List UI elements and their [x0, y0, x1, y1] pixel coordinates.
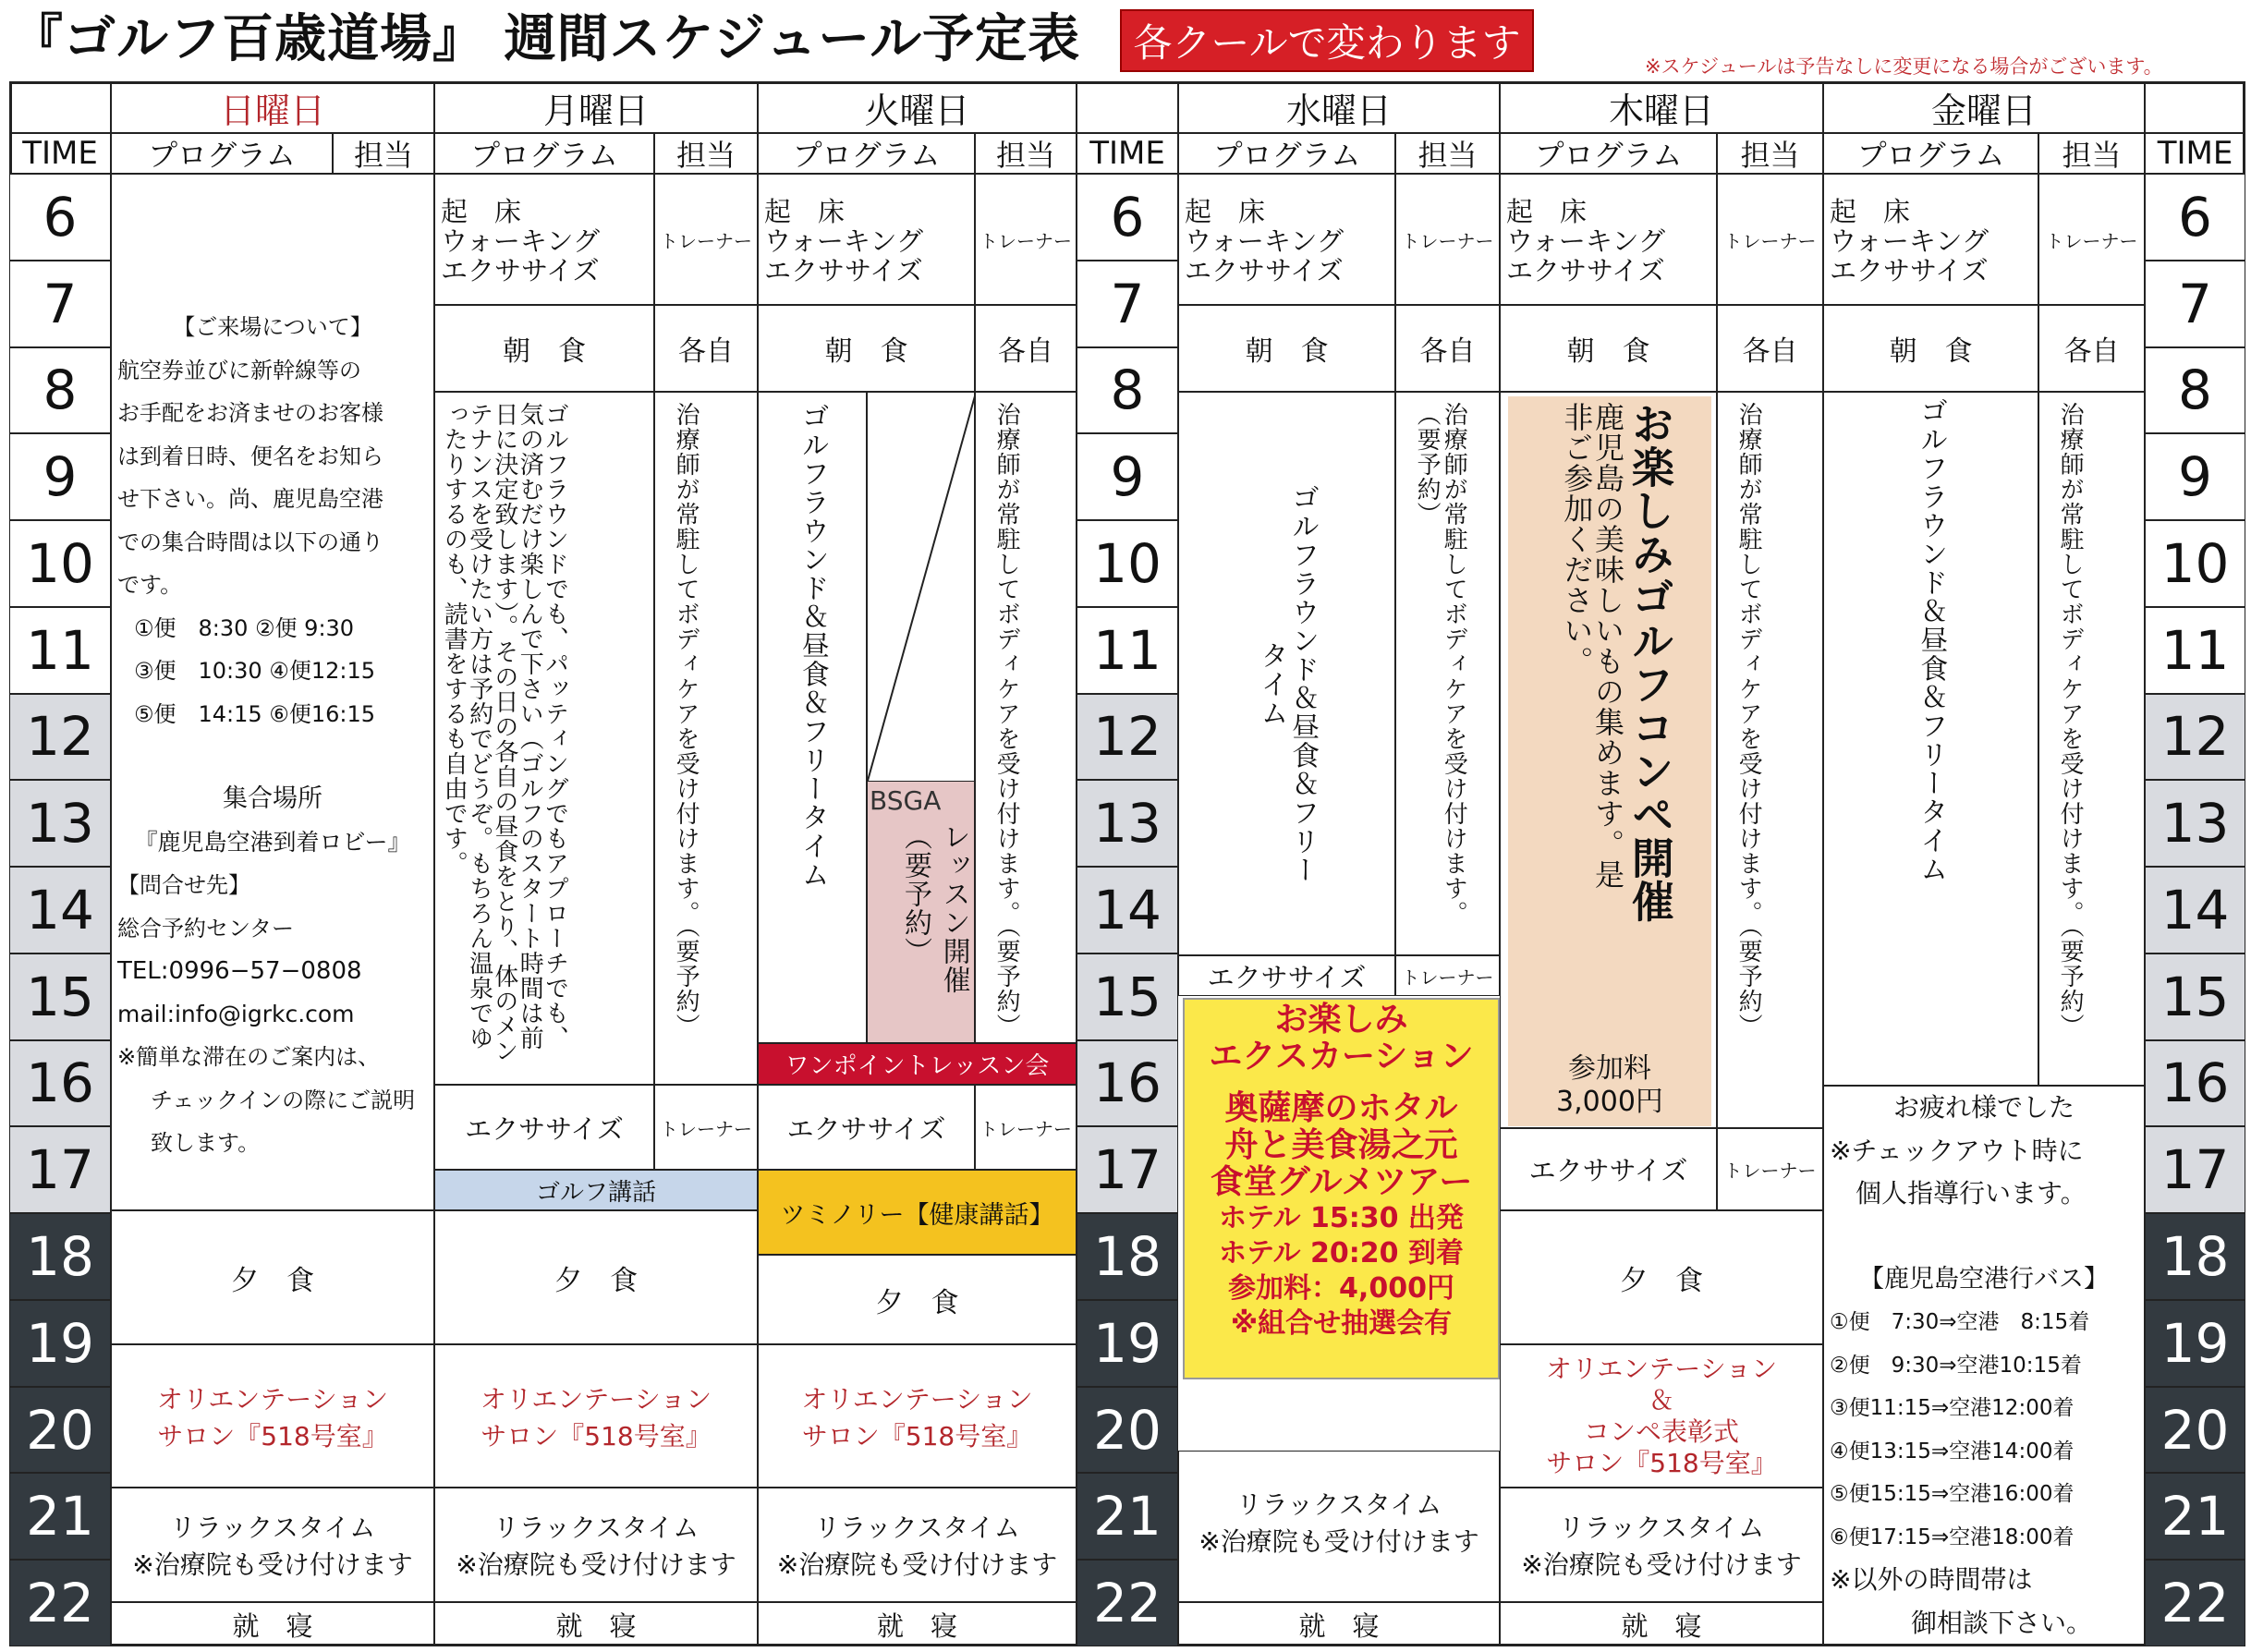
lottery-note: ※組合せ抽選会有 [1230, 1307, 1453, 1340]
hour-label-right: 14 [2145, 867, 2245, 954]
compe-fee: 3,000円 [1556, 1086, 1663, 1118]
bsga-lesson: レッスン開催 [937, 822, 970, 994]
wakeup-label: 起 床 [1506, 196, 1588, 227]
wednesday-exercise-trainer: トレーナー [1395, 955, 1500, 996]
hour-label-left: 21 [9, 1473, 111, 1560]
friday-therapy [2038, 392, 2145, 1086]
exercise-label: エクササイズ [441, 255, 600, 286]
hour-label-mid: 18 [1077, 1213, 1178, 1300]
hour-label-left: 14 [9, 867, 111, 954]
staff-header-thu: 担当 [1717, 133, 1823, 174]
wednesday-relax [1178, 1451, 1500, 1602]
hour-label-mid: 19 [1077, 1300, 1178, 1387]
monday-exercise-trainer: トレーナー [654, 1085, 758, 1170]
guide-note: 致します。 [151, 1130, 261, 1156]
sunday-flight: ⑤便 14:15 ⑥便16:15 [134, 700, 375, 727]
sunday-flight: ①便 8:30 ②便 9:30 [134, 614, 355, 641]
orientation-label: オリエンテーション [156, 1383, 389, 1415]
diagonal-divider [868, 393, 975, 781]
relax-label: リラックスタイム [169, 1512, 376, 1543]
hour-label-right: 21 [2145, 1473, 2245, 1560]
checkout-note: ※チェックアウト時に [1830, 1135, 2084, 1166]
hour-label-left: 8 [9, 347, 111, 434]
walking-label: ウォーキング [441, 225, 600, 257]
guide-note: チェックインの際にご説明 [151, 1087, 416, 1113]
compe-fee-label: 参加料 [1568, 1052, 1651, 1085]
compe-box [1508, 396, 1711, 1126]
sunday-info-line: での集合時間は以下の通り [117, 528, 383, 555]
ampersand: ＆ [1648, 1384, 1674, 1415]
friday-golf-block [1823, 392, 2038, 1086]
relax-label: リラックスタイム [814, 1512, 1020, 1543]
program-header-sun: プログラム [111, 133, 333, 174]
friday-breakfast-staff: 各自 [2038, 305, 2145, 392]
friday-golf-text: ゴルフラウンド＆昼食＆フリータイム [1915, 396, 1948, 883]
tuesday-therapy [975, 392, 1077, 1043]
monday-orientation [434, 1344, 758, 1488]
hour-label-right: 7 [2145, 261, 2245, 347]
tuesday-golf-text: ゴルフラウンド＆昼食＆フリータイム [796, 402, 829, 889]
health-lecture: ツミノリー【健康講話】 [758, 1170, 1077, 1255]
thursday-trainer: トレーナー [1717, 174, 1823, 305]
other-time-note: ※以外の時間帯は [1830, 1564, 2033, 1595]
orientation-label: オリエンテーション [480, 1383, 712, 1415]
checkout-note: 個人指導行います。 [1856, 1178, 2087, 1209]
wednesday-trainer: トレーナー [1395, 174, 1500, 305]
monday-bedtime: 就 寝 [434, 1602, 758, 1646]
wakeup-label: 起 床 [764, 196, 846, 227]
monday-wakeup [434, 174, 654, 305]
bus-title: 【鹿児島空港行バス】 [1859, 1264, 2109, 1294]
sunday-info-line: 航空券並びに新幹線等の [117, 357, 361, 383]
hour-label-mid: 21 [1077, 1473, 1178, 1560]
hour-label-right: 16 [2145, 1040, 2245, 1127]
hour-label-right: 8 [2145, 347, 2245, 434]
hour-label-right: 15 [2145, 954, 2245, 1040]
contact-title: 【問合せ先】 [117, 872, 250, 898]
orientation-label: オリエンテーション [801, 1383, 1033, 1415]
wednesday-wakeup [1178, 174, 1395, 305]
other-time-note: 御相談下さい。 [1911, 1607, 2093, 1638]
program-header-thu: プログラム [1500, 133, 1717, 174]
sunday-info-line: お手配をお済ませのお客様 [117, 400, 383, 426]
program-header-fri: プログラム [1823, 133, 2038, 174]
tuesday-wakeup [758, 174, 975, 305]
meeting-place-title: 集合場所 [223, 784, 322, 813]
sunday-relax [111, 1488, 434, 1602]
hour-label-right: 19 [2145, 1300, 2245, 1387]
bus-row: ⑤便15:15⇒空港16:00着 [1830, 1482, 2075, 1506]
hour-label-right: 10 [2145, 520, 2245, 607]
hour-label-right: 22 [2145, 1560, 2245, 1646]
wednesday-breakfast: 朝 食 [1178, 305, 1395, 392]
therapy-text: 治療師が常駐してボディケアを受け付けます。（要予約） [1413, 402, 1468, 926]
time-header-right: TIME [2145, 133, 2245, 174]
bus-row: ④便13:15⇒空港14:00着 [1830, 1439, 2075, 1464]
hour-label-mid: 13 [1077, 780, 1178, 867]
time-header-mid: TIME [1077, 133, 1178, 174]
wakeup-label: 起 床 [1830, 196, 1911, 227]
golf-lecture: ゴルフ講話 [434, 1170, 758, 1210]
tuesday-breakfast-staff: 各自 [975, 305, 1077, 392]
hour-label-right: 6 [2145, 174, 2245, 261]
relax-label: リラックスタイム [1235, 1489, 1442, 1520]
tuesday-dinner: 夕 食 [758, 1255, 1077, 1344]
therapy-text: 治療師が常駐してボディケアを受け付けます。（要予約） [2056, 402, 2085, 1039]
orientation-room: サロン『518号室』 [157, 1420, 388, 1452]
bsga-reserve [871, 822, 931, 966]
friday-breakfast: 朝 食 [1823, 305, 2038, 392]
day-thursday: 木曜日 [1500, 81, 1823, 133]
exercise-label: エクササイズ [1185, 255, 1344, 286]
hour-label-mid: 10 [1077, 520, 1178, 607]
program-header-wed: プログラム [1178, 133, 1395, 174]
orientation-room: サロン『518号室』 [801, 1420, 1033, 1452]
day-header-blank-right [2145, 81, 2245, 133]
thursday-breakfast: 朝 食 [1500, 305, 1717, 392]
walking-label: ウォーキング [1830, 225, 1989, 257]
tuesday-golf-block [758, 392, 867, 1043]
sunday-info-block [111, 174, 434, 1210]
hour-label-left: 6 [9, 174, 111, 261]
sunday-dinner: 夕 食 [111, 1210, 434, 1344]
relax-label: リラックスタイム [493, 1512, 700, 1543]
day-sunday: 日曜日 [111, 81, 434, 133]
hour-label-mid: 20 [1077, 1387, 1178, 1474]
program-header-tue: プログラム [758, 133, 975, 174]
hour-label-left: 22 [9, 1560, 111, 1646]
monday-breakfast: 朝 食 [434, 305, 654, 392]
hour-label-mid: 7 [1077, 261, 1178, 347]
hour-label-right: 9 [2145, 433, 2245, 520]
contact-mail[interactable]: mail:info@igrkc.com [117, 1000, 355, 1027]
hour-label-right: 17 [2145, 1126, 2245, 1213]
compe-ceremony [1500, 1344, 1823, 1488]
orientation-room: サロン『518号室』 [1546, 1447, 1777, 1478]
hour-label-left: 20 [9, 1387, 111, 1474]
sunday-orientation [111, 1344, 434, 1488]
relax-note: ※治療院も受け付けます [1199, 1526, 1479, 1557]
excursion-title: お楽しみ [1274, 1001, 1408, 1039]
wakeup-label: 起 床 [1185, 196, 1266, 227]
staff-header-sun: 担当 [333, 133, 434, 174]
excursion-fee: 参加料：4,000円 [1228, 1272, 1454, 1305]
tour-line: 舟と美食湯之元 [1224, 1126, 1458, 1164]
tuesday-exercise: エクササイズ [758, 1085, 975, 1170]
hour-label-mid: 17 [1077, 1126, 1178, 1213]
monday-free-text: ゴルフラウンドでも、パッティングでもアプローチでも、気の済むだけ楽しんで下さい（ゴルフのスタート時間は前日に決定致します）。その日の各自の昼食をとり、体のメンテナンスを受けたい方は予約でどうぞ。もちろん温泉でゆったりするのも、読書をするも自由です。 [440, 402, 569, 1063]
hour-label-right: 12 [2145, 694, 2245, 781]
staff-header-mon: 担当 [654, 133, 758, 174]
staff-header-tue: 担当 [975, 133, 1077, 174]
staff-header-fri: 担当 [2038, 133, 2145, 174]
monday-trainer: トレーナー [654, 174, 758, 305]
tuesday-breakfast: 朝 食 [758, 305, 975, 392]
contact-center: 総合予約センター [117, 915, 295, 941]
therapy-text: 治療師が常駐してボディケアを受け付けます。（要予約） [672, 402, 700, 1039]
monday-therapy [654, 392, 758, 1085]
cool-badge: 各クールで変わります [1120, 9, 1534, 72]
orientation-room: サロン『518号室』 [481, 1420, 712, 1452]
depart-time: ホテル 15:30 出発 [1219, 1202, 1464, 1234]
relax-note: ※治療院も受け付けます [1521, 1549, 1802, 1580]
hour-label-mid: 15 [1077, 954, 1178, 1040]
staff-header-wed: 担当 [1395, 133, 1500, 174]
bus-row: ②便 9:30⇒空港10:15着 [1830, 1353, 2082, 1378]
ceremony-label: コンペ表彰式 [1583, 1415, 1739, 1447]
excursion-box [1183, 998, 1500, 1379]
day-monday: 月曜日 [434, 81, 758, 133]
tuesday-bedtime: 就 寝 [758, 1602, 1077, 1646]
hour-label-right: 18 [2145, 1213, 2245, 1300]
tuesday-exercise-trainer: トレーナー [975, 1085, 1077, 1170]
friday-trainer: トレーナー [2038, 174, 2145, 305]
hour-label-mid: 14 [1077, 867, 1178, 954]
exercise-label: エクササイズ [1506, 255, 1665, 286]
hour-label-left: 11 [9, 607, 111, 694]
tour-line: 奥薩摩のホタル [1224, 1089, 1458, 1127]
exercise-label: エクササイズ [1830, 255, 1989, 286]
thursday-relax [1500, 1488, 1823, 1602]
time-header-left: TIME [9, 133, 111, 174]
wednesday-exercise: エクササイズ [1178, 955, 1395, 996]
thursday-dinner: 夕 食 [1500, 1210, 1823, 1344]
relax-note: ※治療院も受け付けます [132, 1549, 413, 1580]
hour-label-mid: 11 [1077, 607, 1178, 694]
hour-label-left: 19 [9, 1300, 111, 1387]
walking-label: ウォーキング [764, 225, 923, 257]
thursday-bedtime: 就 寝 [1500, 1602, 1823, 1646]
monday-relax [434, 1488, 758, 1602]
relax-note: ※治療院も受け付けます [776, 1549, 1058, 1580]
meeting-place: 『鹿児島空港到着ロビー』 [134, 828, 411, 856]
sunday-bedtime: 就 寝 [111, 1602, 434, 1646]
onepoint-lesson: ワンポイントレッスン会 [758, 1043, 1077, 1085]
day-tuesday: 火曜日 [758, 81, 1077, 133]
thanks-text: お疲れ様でした [1892, 1092, 2075, 1123]
sunday-info-heading: 【ご来場について】 [173, 314, 372, 340]
bus-row: ①便 7:30⇒空港 8:15着 [1830, 1310, 2090, 1334]
exercise-label: エクササイズ [764, 255, 923, 286]
hour-label-left: 16 [9, 1040, 111, 1127]
bsga-reserve-text: （要予約） [899, 822, 931, 966]
hour-label-left: 7 [9, 261, 111, 347]
bsga-box [868, 781, 975, 1043]
therapy-text: 治療師が常駐してボディケアを受け付けます。（要予約） [992, 402, 1021, 1039]
day-friday: 金曜日 [1823, 81, 2145, 133]
hour-label-mid: 12 [1077, 694, 1178, 781]
wakeup-label: 起 床 [441, 196, 522, 227]
hour-label-mid: 22 [1077, 1560, 1178, 1646]
thursday-exercise: エクササイズ [1500, 1128, 1717, 1210]
relax-label: リラックスタイム [1558, 1512, 1765, 1543]
hour-label-right: 20 [2145, 1387, 2245, 1474]
program-header-mon: プログラム [434, 133, 654, 174]
wednesday-golf-block [1178, 392, 1395, 955]
walking-label: ウォーキング [1185, 225, 1344, 257]
compe-title: お楽しみゴルフコンペ開催 [1624, 402, 1675, 923]
hour-label-left: 9 [9, 433, 111, 520]
thursday-wakeup [1500, 174, 1717, 305]
sunday-flight: ③便 10:30 ④便12:15 [134, 658, 375, 684]
monday-dinner: 夕 食 [434, 1210, 758, 1344]
tour-line: 食堂グルメツアー [1210, 1163, 1473, 1201]
wednesday-golf-text: ゴルフラウンド＆昼食＆フリータイム [1255, 483, 1320, 884]
thursday-exercise-trainer: トレーナー [1717, 1128, 1823, 1210]
notice-text: ※スケジュールは予告なしに変更になる場合がございます。 [1645, 55, 2163, 78]
walking-label: ウォーキング [1506, 225, 1665, 257]
bus-row: ③便11:15⇒空港12:00着 [1830, 1396, 2075, 1420]
hour-label-left: 18 [9, 1213, 111, 1300]
hour-label-mid: 9 [1077, 433, 1178, 520]
therapy-text: 治療師が常駐してボディケアを受け付けます。（要予約） [1734, 402, 1763, 1039]
hour-label-mid: 6 [1077, 174, 1178, 261]
relax-note: ※治療院も受け付けます [456, 1549, 736, 1580]
sunday-info-line: は到着日時、便名をお知ら [117, 443, 383, 469]
friday-checkout-block [1823, 1086, 2145, 1646]
excursion-subtitle: エクスカーション [1209, 1038, 1474, 1075]
day-header-blank-mid [1077, 81, 1178, 133]
hour-label-left: 13 [9, 780, 111, 867]
compe-description: 鹿児島の美味しいもの集めます。是非ご参加ください。 [1559, 402, 1625, 890]
hour-label-left: 10 [9, 520, 111, 607]
arrive-time: ホテル 20:20 到着 [1219, 1237, 1464, 1269]
hour-label-left: 17 [9, 1126, 111, 1213]
day-header-blank-left [9, 81, 111, 133]
thursday-breakfast-staff: 各自 [1717, 305, 1823, 392]
hour-label-left: 12 [9, 694, 111, 781]
tuesday-relax [758, 1488, 1077, 1602]
thursday-compe-area [1500, 392, 1717, 1128]
hour-label-mid: 16 [1077, 1040, 1178, 1127]
wednesday-breakfast-staff: 各自 [1395, 305, 1500, 392]
tuesday-orientation [758, 1344, 1077, 1488]
contact-tel: TEL:0996−57−0808 [117, 957, 362, 985]
guide-note: ※簡単な滞在のご案内は、 [117, 1044, 381, 1070]
monday-breakfast-staff: 各自 [654, 305, 758, 392]
day-wednesday: 水曜日 [1178, 81, 1500, 133]
hour-label-mid: 8 [1077, 347, 1178, 434]
sunday-info-line: です。 [117, 572, 183, 598]
friday-wakeup [1823, 174, 2038, 305]
bus-row: ⑥便17:15⇒空港18:00着 [1830, 1524, 2075, 1549]
page-title: 『ゴルフ百歳道場』 週間スケジュール予定表 [11, 9, 1081, 69]
thursday-therapy [1717, 392, 1823, 1128]
wednesday-bedtime: 就 寝 [1178, 1602, 1500, 1646]
sunday-info-line: せ下さい。尚、鹿児島空港 [117, 486, 383, 512]
tuesday-bsga-area [867, 392, 975, 1043]
wednesday-therapy [1395, 392, 1500, 955]
orientation-label: オリエンテーション [1545, 1353, 1778, 1384]
monday-free-block [434, 392, 654, 1085]
hour-label-left: 15 [9, 954, 111, 1040]
hour-label-right: 11 [2145, 607, 2245, 694]
bsga-label: BSGA [870, 785, 942, 816]
monday-exercise: エクササイズ [434, 1085, 654, 1170]
tuesday-trainer: トレーナー [975, 174, 1077, 305]
hour-label-right: 13 [2145, 780, 2245, 867]
